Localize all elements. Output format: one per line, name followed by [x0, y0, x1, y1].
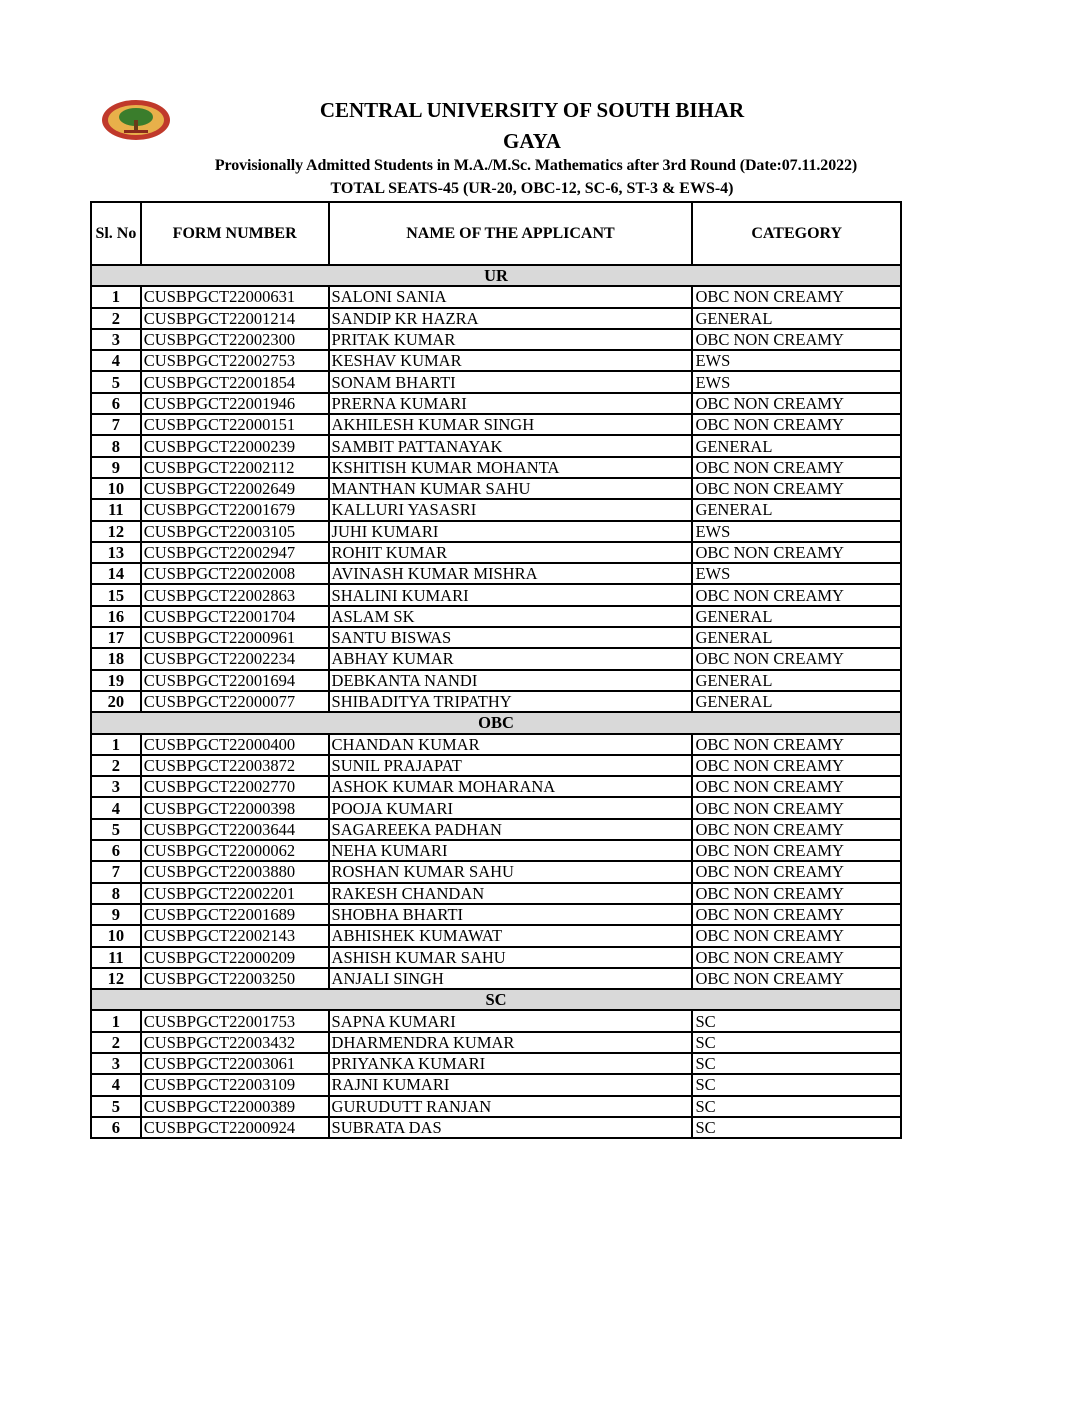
form-number-cell: CUSBPGCT22000961	[141, 627, 329, 648]
document-subtitle: Provisionally Admitted Students in M.A./M.Sc. Mathematics after 3rd Round (Date:07.11.2022)	[214, 157, 858, 174]
category-cell: SC	[692, 1053, 901, 1074]
applicant-name-cell: ROSHAN KUMAR SAHU	[329, 861, 693, 882]
form-number-cell: CUSBPGCT22003880	[141, 861, 329, 882]
category-cell: SC	[692, 1117, 901, 1138]
category-cell: OBC NON CREAMY	[692, 393, 901, 414]
form-number-cell: CUSBPGCT22003061	[141, 1053, 329, 1074]
category-cell: OBC NON CREAMY	[692, 968, 901, 989]
sl-no-cell: 11	[91, 499, 141, 520]
category-cell: OBC NON CREAMY	[692, 776, 901, 797]
table-row	[91, 648, 901, 669]
table-row	[91, 670, 901, 691]
category-cell: GENERAL	[692, 691, 901, 712]
form-number-cell: CUSBPGCT22000062	[141, 840, 329, 861]
sl-no-cell: 5	[91, 371, 141, 392]
applicant-name-cell: JUHI KUMARI	[329, 521, 693, 542]
applicant-name-cell: PRITAK KUMAR	[329, 329, 693, 350]
sl-no-cell: 8	[91, 883, 141, 904]
seat-summary: TOTAL SEATS-45 (UR-20, OBC-12, SC-6, ST-3 & EWS-4)	[330, 180, 734, 197]
category-cell: OBC NON CREAMY	[692, 840, 901, 861]
sl-no-cell: 6	[91, 840, 141, 861]
applicant-name-cell: KESHAV KUMAR	[329, 350, 693, 371]
form-number-cell: CUSBPGCT22002863	[141, 584, 329, 605]
table-row	[91, 861, 901, 882]
sl-no-cell: 12	[91, 521, 141, 542]
category-cell: OBC NON CREAMY	[692, 542, 901, 563]
applicant-name-cell: PRIYANKA KUMARI	[329, 1053, 693, 1074]
table-row	[91, 521, 901, 542]
category-cell: GENERAL	[692, 499, 901, 520]
applicant-name-cell: SANTU BISWAS	[329, 627, 693, 648]
applicant-name-cell: SALONI SANIA	[329, 286, 693, 307]
form-number-cell: CUSBPGCT22000631	[141, 286, 329, 307]
category-cell: GENERAL	[692, 435, 901, 456]
table-row	[91, 819, 901, 840]
category-cell: SC	[692, 1032, 901, 1053]
applicant-name-cell: DHARMENDRA KUMAR	[329, 1032, 693, 1053]
sl-no-cell: 12	[91, 968, 141, 989]
applicant-name-cell: ABHISHEK KUMAWAT	[329, 925, 693, 946]
university-logo	[100, 98, 172, 142]
table-row	[91, 776, 901, 797]
table-body	[91, 265, 901, 1138]
category-cell: GENERAL	[692, 308, 901, 329]
sl-no-cell: 2	[91, 755, 141, 776]
applicant-name-cell: KALLURI YASASRI	[329, 499, 693, 520]
column-header-name: NAME OF THE APPLICANT	[329, 202, 693, 265]
table-row	[91, 1117, 901, 1138]
sl-no-cell: 11	[91, 947, 141, 968]
sl-no-cell: 15	[91, 584, 141, 605]
sl-no-cell: 17	[91, 627, 141, 648]
table-row	[91, 691, 901, 712]
table-row	[91, 1032, 901, 1053]
form-number-cell: CUSBPGCT22002112	[141, 457, 329, 478]
form-number-cell: CUSBPGCT22002649	[141, 478, 329, 499]
applicant-name-cell: SHOBHA BHARTI	[329, 904, 693, 925]
sl-no-cell: 7	[91, 414, 141, 435]
sl-no-cell: 10	[91, 478, 141, 499]
category-cell: OBC NON CREAMY	[692, 329, 901, 350]
sl-no-cell: 19	[91, 670, 141, 691]
category-cell: OBC NON CREAMY	[692, 457, 901, 478]
category-cell: OBC NON CREAMY	[692, 414, 901, 435]
category-cell: OBC NON CREAMY	[692, 734, 901, 755]
table-row	[91, 371, 901, 392]
form-number-cell: CUSBPGCT22003432	[141, 1032, 329, 1053]
applicant-name-cell: AKHILESH KUMAR SINGH	[329, 414, 693, 435]
sl-no-cell: 13	[91, 542, 141, 563]
category-cell: OBC NON CREAMY	[692, 861, 901, 882]
form-number-cell: CUSBPGCT22000924	[141, 1117, 329, 1138]
form-number-cell: CUSBPGCT22002947	[141, 542, 329, 563]
sl-no-cell: 6	[91, 1117, 141, 1138]
form-number-cell: CUSBPGCT22002008	[141, 563, 329, 584]
form-number-cell: CUSBPGCT22002201	[141, 883, 329, 904]
form-number-cell: CUSBPGCT22001679	[141, 499, 329, 520]
applicant-name-cell: SUBRATA DAS	[329, 1117, 693, 1138]
table-row	[91, 734, 901, 755]
table-row	[91, 329, 901, 350]
table-row	[91, 563, 901, 584]
category-cell: OBC NON CREAMY	[692, 797, 901, 818]
form-number-cell: CUSBPGCT22000239	[141, 435, 329, 456]
form-number-cell: CUSBPGCT22002234	[141, 648, 329, 669]
section-label: UR	[91, 265, 901, 286]
form-number-cell: CUSBPGCT22003644	[141, 819, 329, 840]
sl-no-cell: 3	[91, 329, 141, 350]
category-cell: OBC NON CREAMY	[692, 925, 901, 946]
applicant-name-cell: SAPNA KUMARI	[329, 1010, 693, 1031]
form-number-cell: CUSBPGCT22002143	[141, 925, 329, 946]
table-row	[91, 925, 901, 946]
university-name: CENTRAL UNIVERSITY OF SOUTH BIHAR	[319, 98, 745, 122]
section-header-row	[91, 265, 901, 286]
sl-no-cell: 3	[91, 1053, 141, 1074]
applicant-name-cell: AVINASH KUMAR MISHRA	[329, 563, 693, 584]
form-number-cell: CUSBPGCT22001753	[141, 1010, 329, 1031]
applicant-name-cell: SONAM BHARTI	[329, 371, 693, 392]
form-number-cell: CUSBPGCT22000398	[141, 797, 329, 818]
form-number-cell: CUSBPGCT22003250	[141, 968, 329, 989]
category-cell: EWS	[692, 521, 901, 542]
table-row	[91, 947, 901, 968]
sl-no-cell: 1	[91, 734, 141, 755]
table-row	[91, 1096, 901, 1117]
section-header-row	[91, 712, 901, 733]
sl-no-cell: 5	[91, 1096, 141, 1117]
form-number-cell: CUSBPGCT22002753	[141, 350, 329, 371]
applicant-name-cell: SANDIP KR HAZRA	[329, 308, 693, 329]
sl-no-cell: 4	[91, 350, 141, 371]
applicant-name-cell: NEHA KUMARI	[329, 840, 693, 861]
category-cell: EWS	[692, 563, 901, 584]
category-cell: SC	[692, 1096, 901, 1117]
sl-no-cell: 4	[91, 797, 141, 818]
form-number-cell: CUSBPGCT22000209	[141, 947, 329, 968]
section-header-row	[91, 989, 901, 1010]
table-row	[91, 627, 901, 648]
table-row	[91, 755, 901, 776]
category-cell: OBC NON CREAMY	[692, 883, 901, 904]
sl-no-cell: 18	[91, 648, 141, 669]
applicant-name-cell: POOJA KUMARI	[329, 797, 693, 818]
applicant-name-cell: GURUDUTT RANJAN	[329, 1096, 693, 1117]
table-row	[91, 1053, 901, 1074]
category-cell: SC	[692, 1074, 901, 1095]
admission-table	[90, 201, 902, 1139]
sl-no-cell: 3	[91, 776, 141, 797]
table-row	[91, 883, 901, 904]
sl-no-cell: 1	[91, 1010, 141, 1031]
form-number-cell: CUSBPGCT22003105	[141, 521, 329, 542]
category-cell: GENERAL	[692, 627, 901, 648]
sl-no-cell: 9	[91, 904, 141, 925]
applicant-name-cell: CHANDAN KUMAR	[329, 734, 693, 755]
applicant-name-cell: PRERNA KUMARI	[329, 393, 693, 414]
form-number-cell: CUSBPGCT22003109	[141, 1074, 329, 1095]
category-cell: OBC NON CREAMY	[692, 947, 901, 968]
table-row	[91, 904, 901, 925]
applicant-name-cell: SUNIL PRAJAPAT	[329, 755, 693, 776]
form-number-cell: CUSBPGCT22000389	[141, 1096, 329, 1117]
section-label: SC	[91, 989, 901, 1010]
table-row	[91, 968, 901, 989]
applicant-name-cell: ABHAY KUMAR	[329, 648, 693, 669]
form-number-cell: CUSBPGCT22001946	[141, 393, 329, 414]
category-cell: OBC NON CREAMY	[692, 478, 901, 499]
table-row	[91, 1074, 901, 1095]
category-cell: OBC NON CREAMY	[692, 648, 901, 669]
applicant-name-cell: ROHIT KUMAR	[329, 542, 693, 563]
category-cell: OBC NON CREAMY	[692, 819, 901, 840]
column-header-form-number: FORM NUMBER	[141, 202, 329, 265]
form-number-cell: CUSBPGCT22001694	[141, 670, 329, 691]
sl-no-cell: 8	[91, 435, 141, 456]
applicant-name-cell: RAKESH CHANDAN	[329, 883, 693, 904]
sl-no-cell: 5	[91, 819, 141, 840]
applicant-name-cell: ASLAM SK	[329, 606, 693, 627]
applicant-name-cell: ASHOK KUMAR MOHARANA	[329, 776, 693, 797]
sl-no-cell: 4	[91, 1074, 141, 1095]
university-city: GAYA	[503, 129, 561, 153]
applicant-name-cell: MANTHAN KUMAR SAHU	[329, 478, 693, 499]
category-cell: SC	[692, 1010, 901, 1031]
sl-no-cell: 10	[91, 925, 141, 946]
table-header-row	[91, 202, 901, 265]
table-row	[91, 840, 901, 861]
applicant-name-cell: SHIBADITYA TRIPATHY	[329, 691, 693, 712]
sl-no-cell: 2	[91, 308, 141, 329]
sl-no-cell: 9	[91, 457, 141, 478]
category-cell: OBC NON CREAMY	[692, 286, 901, 307]
category-cell: OBC NON CREAMY	[692, 904, 901, 925]
table-row	[91, 393, 901, 414]
sl-no-cell: 1	[91, 286, 141, 307]
category-cell: OBC NON CREAMY	[692, 755, 901, 776]
table-row	[91, 350, 901, 371]
applicant-name-cell: SHALINI KUMARI	[329, 584, 693, 605]
form-number-cell: CUSBPGCT22002300	[141, 329, 329, 350]
table-row	[91, 286, 901, 307]
form-number-cell: CUSBPGCT22000151	[141, 414, 329, 435]
column-header-sl-no: Sl. No	[91, 202, 141, 265]
sl-no-cell: 20	[91, 691, 141, 712]
applicant-name-cell: ASHISH KUMAR SAHU	[329, 947, 693, 968]
table-row	[91, 478, 901, 499]
sl-no-cell: 14	[91, 563, 141, 584]
category-cell: GENERAL	[692, 670, 901, 691]
sl-no-cell: 7	[91, 861, 141, 882]
table-row	[91, 606, 901, 627]
category-cell: OBC NON CREAMY	[692, 584, 901, 605]
sl-no-cell: 16	[91, 606, 141, 627]
sl-no-cell: 6	[91, 393, 141, 414]
table-row	[91, 435, 901, 456]
sl-no-cell: 2	[91, 1032, 141, 1053]
applicant-name-cell: RAJNI KUMARI	[329, 1074, 693, 1095]
table-row	[91, 308, 901, 329]
table-row	[91, 584, 901, 605]
column-header-category: CATEGORY	[692, 202, 901, 265]
applicant-name-cell: SAMBIT PATTANAYAK	[329, 435, 693, 456]
form-number-cell: CUSBPGCT22001704	[141, 606, 329, 627]
form-number-cell: CUSBPGCT22000077	[141, 691, 329, 712]
form-number-cell: CUSBPGCT22001214	[141, 308, 329, 329]
table-row	[91, 414, 901, 435]
table-row	[91, 457, 901, 478]
applicant-name-cell: KSHITISH KUMAR MOHANTA	[329, 457, 693, 478]
form-number-cell: CUSBPGCT22000400	[141, 734, 329, 755]
form-number-cell: CUSBPGCT22001854	[141, 371, 329, 392]
table-row	[91, 499, 901, 520]
applicant-name-cell: DEBKANTA NANDI	[329, 670, 693, 691]
table-row	[91, 1010, 901, 1031]
applicant-name-cell: ANJALI SINGH	[329, 968, 693, 989]
form-number-cell: CUSBPGCT22002770	[141, 776, 329, 797]
section-label: OBC	[91, 712, 901, 733]
applicant-name-cell: SAGAREEKA PADHAN	[329, 819, 693, 840]
form-number-cell: CUSBPGCT22001689	[141, 904, 329, 925]
category-cell: EWS	[692, 350, 901, 371]
category-cell: GENERAL	[692, 606, 901, 627]
table-row	[91, 542, 901, 563]
form-number-cell: CUSBPGCT22003872	[141, 755, 329, 776]
category-cell: EWS	[692, 371, 901, 392]
table-row	[91, 797, 901, 818]
